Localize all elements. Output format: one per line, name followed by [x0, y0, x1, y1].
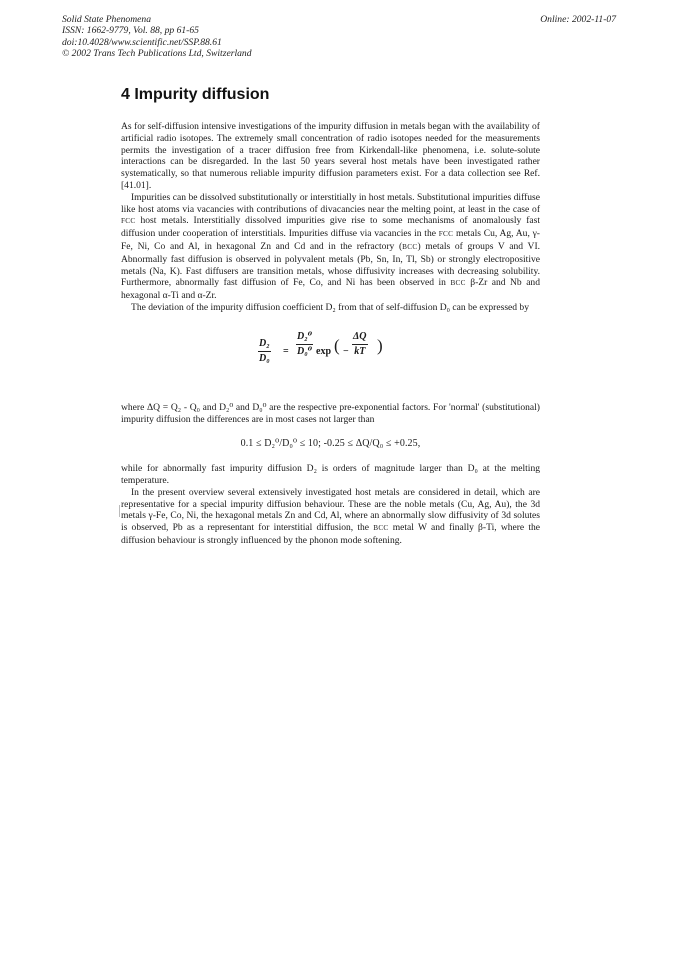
- paragraph-3: The deviation of the impurity diffusion coefficient D₂ from that of self-diffusion D₀ can be expressed by: [131, 301, 529, 313]
- bcc-abbrev: BCC: [402, 242, 418, 251]
- equation-ratio: [121, 322, 540, 392]
- copyright-line: © 2002 Trans Tech Publications Ltd, Switzerland: [62, 48, 252, 60]
- eq-exponent-fraction: [352, 331, 368, 358]
- eq-minus: −: [343, 345, 349, 357]
- eq-exp: exp: [316, 345, 331, 357]
- paragraph-6-part-b: metal W and finally β-Ti, where the diffusion behaviour is strongly influenced by the phonon mode softening.: [121, 522, 540, 546]
- paragraph-2-part-c: metals Cu, Ag, Au, γ-Fe, Ni, Co and Al, in hexagonal Zn and Cd and in the refractory (: [121, 228, 540, 252]
- bcc-abbrev: BCC: [373, 524, 389, 533]
- eq-rhs-fraction: [296, 331, 313, 358]
- header-citation: [62, 14, 252, 60]
- issn-line: ISSN: 1662-9779, Vol. 88, pp 61-65: [62, 25, 199, 37]
- fraction-bar: [296, 344, 313, 345]
- fraction-bar: [258, 351, 271, 352]
- bcc-abbrev: BCC: [450, 279, 466, 288]
- eq-exponent-denominator: kT: [354, 345, 366, 357]
- fcc-abbrev: FCC: [121, 217, 136, 226]
- eq-paren-close: ): [377, 335, 383, 355]
- section-title: 4 Impurity diffusion: [121, 86, 270, 103]
- fcc-abbrev: FCC: [438, 230, 454, 239]
- paragraph-1: As for self-diffusion intensive investigations of the impurity diffusion in metals began with the availability of artificial radio isotopes. The extremely small concentration of radio isotopes needed for the measurements permits the investigation of a tracer diffusion free from Kirkendall-like phenomena, i.e. solute-solute interactions can be disregarded. In the last 50 years several host metals have been investigated rather systematically, so that numerous reliable impurity diffusion parameters exist. For a data collection see Ref. [41.01].: [121, 121, 540, 191]
- eq-paren-open: (: [334, 335, 340, 355]
- doi-line[interactable]: doi:10.4028/www.scientific.net/SSP.88.61: [62, 36, 222, 48]
- paragraph-2-part-a: Impurities can be dissolved substitutionally or interstitially in host metals. Substitutional impurities diffuse like host atoms via vacancies with contributions of divacancies near the melting point, at least in the case of: [121, 191, 540, 215]
- paragraph-2-part-e: β-Zr and Nb and hexagonal α-Ti and α-Zr.: [121, 277, 540, 302]
- journal-name: Solid State Phenomena: [62, 14, 151, 25]
- margin-mark: [119, 505, 120, 517]
- eq-lhs-denominator: D₀: [259, 352, 270, 364]
- body-text: [121, 121, 540, 547]
- eq-lhs-numerator: D₂: [259, 337, 270, 349]
- eq-lhs-fraction: [258, 338, 271, 365]
- eq-equals: =: [283, 345, 289, 357]
- eq-rhs-numerator: D₂⁰: [297, 330, 313, 342]
- paragraph-4: where ΔQ = Q₂ - Q₀ and D₂⁰ and D₀⁰ are the respective pre-exponential factors. For 'normal' (substitutional) impurity diffusion the differences are in most cases not larger than: [121, 401, 540, 425]
- paragraph-6: [121, 487, 540, 547]
- paragraph-2-part-d: ) metals of groups V and VI. Abnormally fast diffusion is observed in polyvalent metals (Pb, Sn, In, Tl, Sb) or strongly electropositive metals (Na, K). Fast diffusers are transition metals, whose diffusivity increases with decreasing solubility. Furthermore, abnormally fast diffusion of Fe, Co, and Ni has been observed in: [121, 240, 541, 289]
- eq-exponent-numerator: ΔQ: [353, 330, 367, 342]
- equation-bounds: 0.1 ≤ D₂⁰/D₀⁰ ≤ 10; -0.25 ≤ ΔQ/Q₀ ≤ +0.25,: [240, 438, 421, 450]
- paragraph-5: while for abnormally fast impurity diffusion D₂ is orders of magnitude larger than D₀ at the melting temperature.: [121, 463, 540, 486]
- paragraph-2: [121, 192, 540, 302]
- paragraph-2-part-b: host metals. Interstitially dissolved impurities give rise to some mechanisms of anomalously fast diffusion under cooperation of interstitials. Impurities diffuse via vacancies in the: [121, 215, 540, 240]
- fraction-bar: [352, 344, 368, 345]
- eq-rhs-denominator: D₀⁰: [297, 345, 313, 357]
- online-date: Online: 2002-11-07: [540, 14, 616, 25]
- paragraph-6-part-a: In the present overview several extensively investigated host metals are considered in detail, which are representative for a special impurity diffusion behaviour. These are the noble metals (Cu, Ag, Au), the 3d metals γ-Fe, Co, Ni, the hexagonal metals Zn and Cd, Al, where an abnormally slow diffusivity of 3d solutes is observed, Pb as a representant for interstitial diffusion, the: [121, 486, 540, 534]
